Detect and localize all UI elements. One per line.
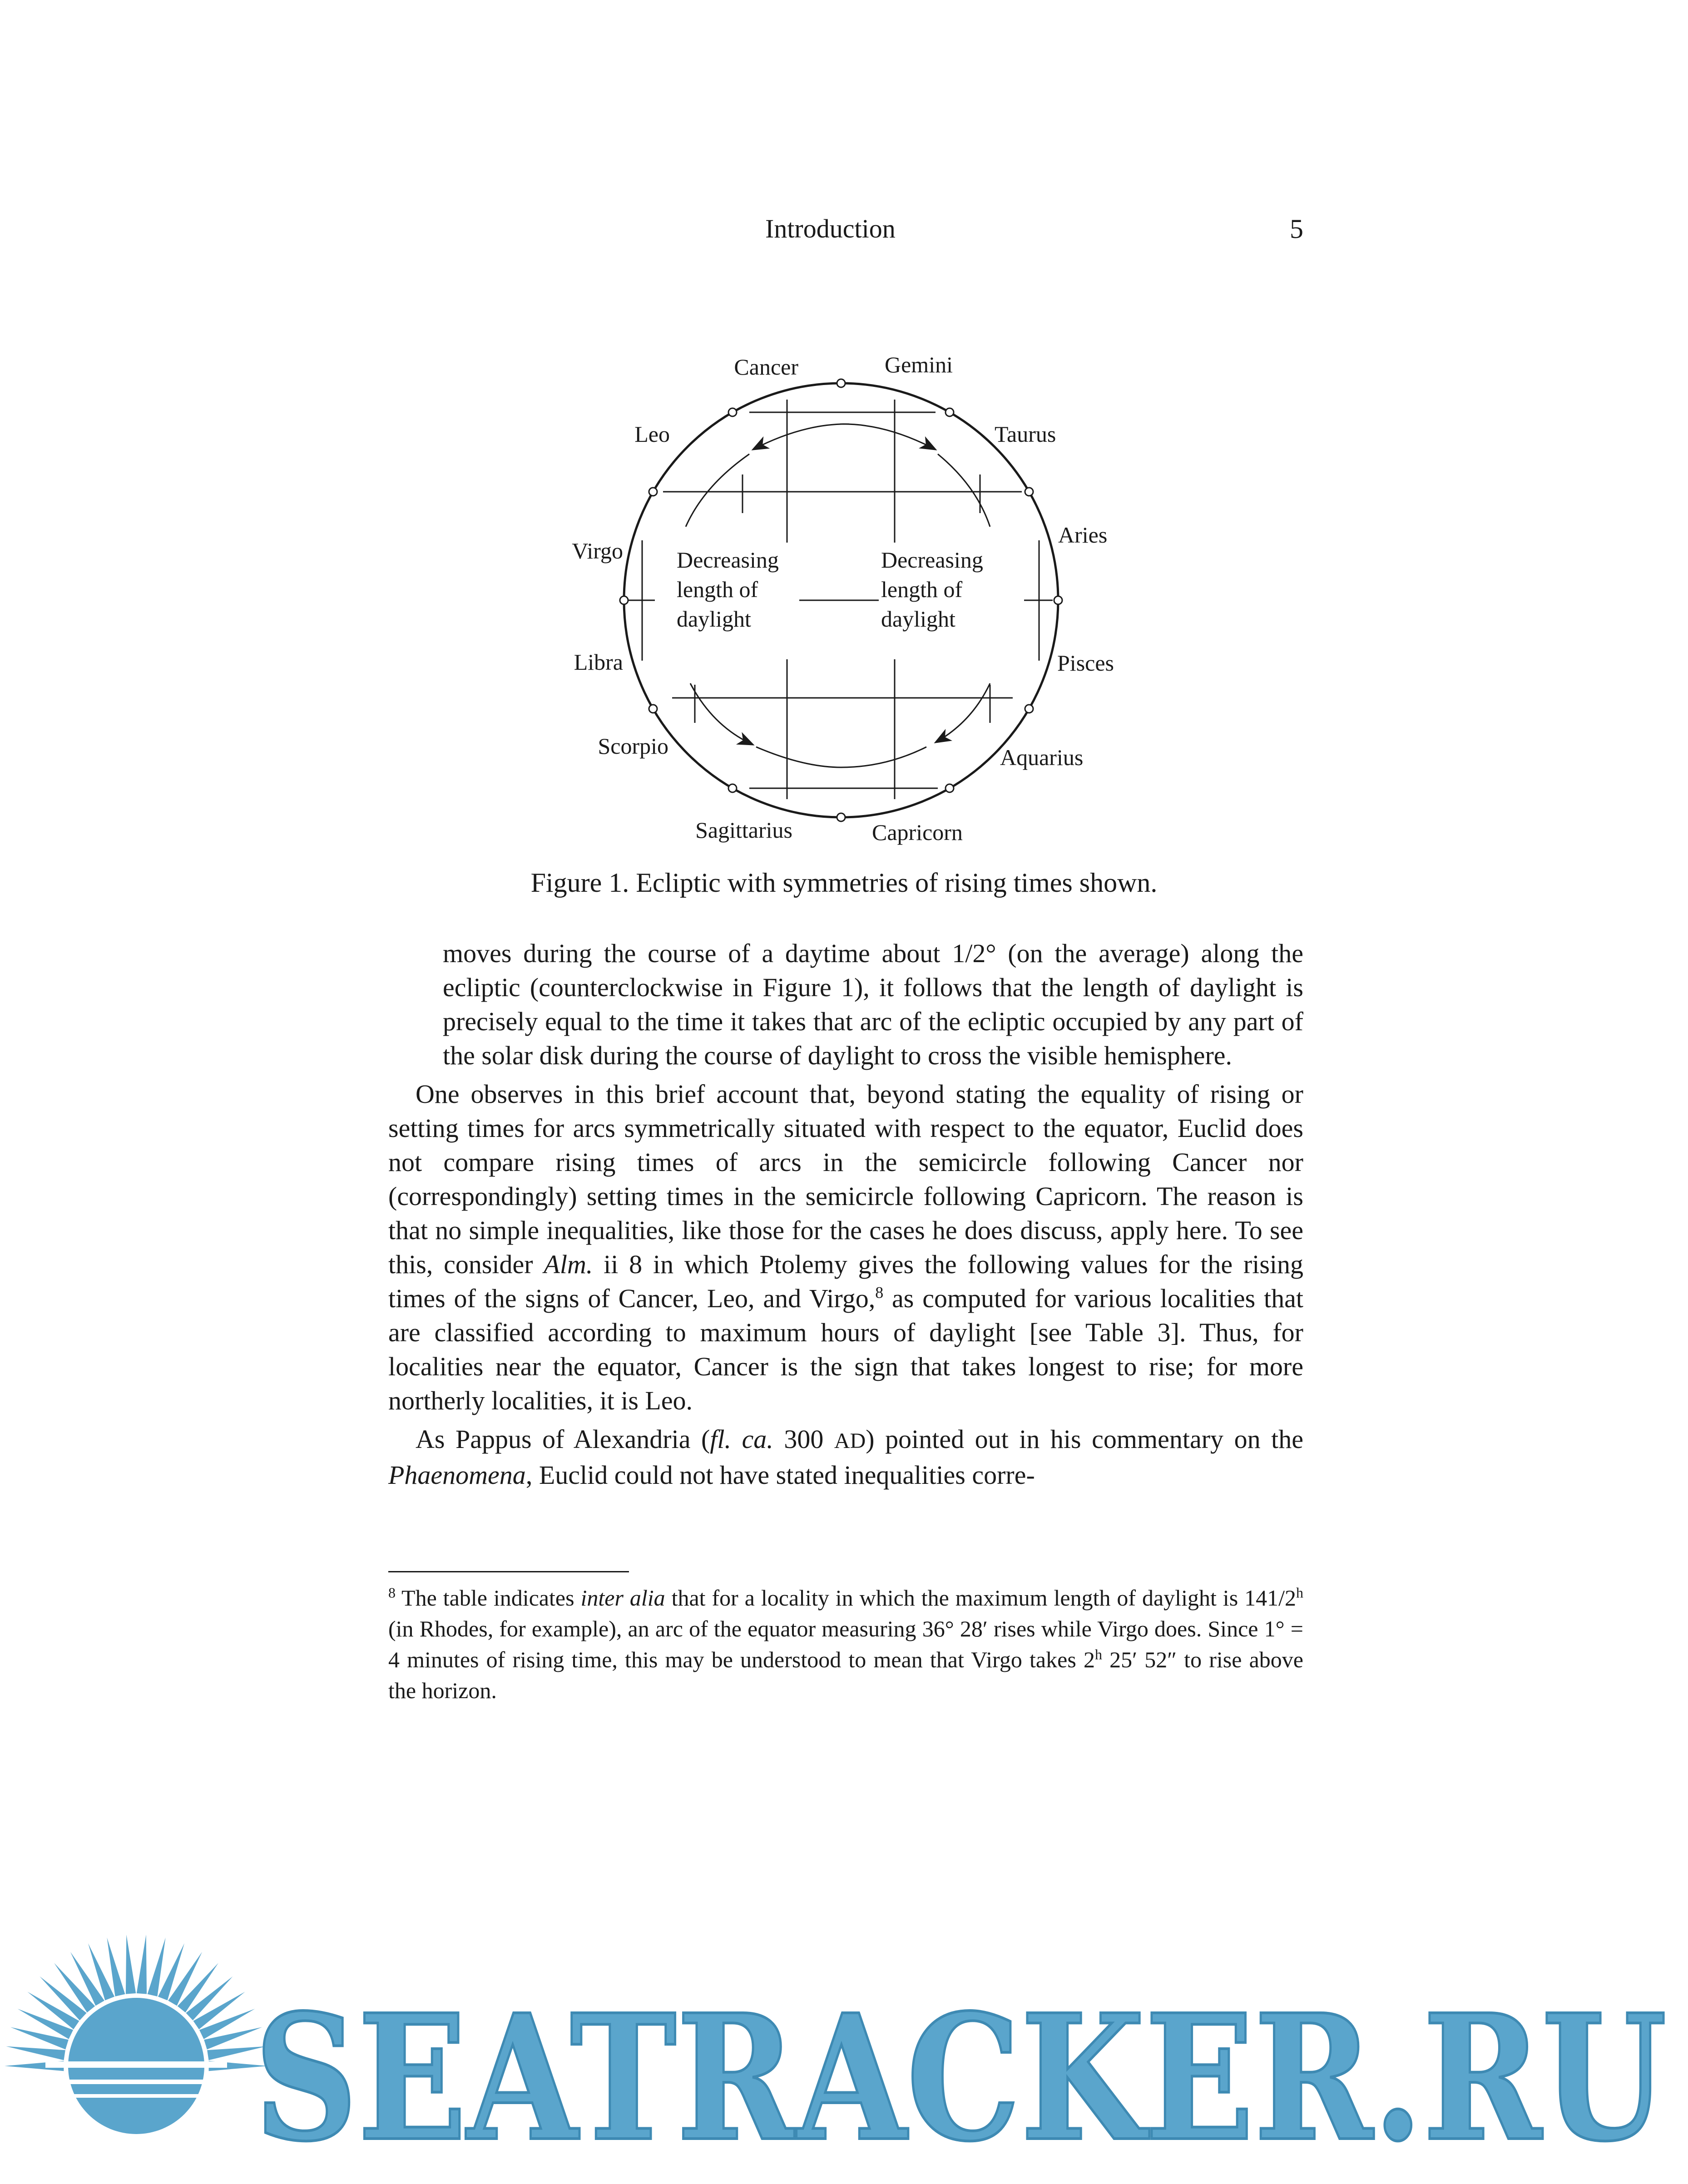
phaenomena-title: Phaenomena <box>388 1460 526 1490</box>
paragraph-2 <box>388 1077 1303 1418</box>
label-cancer: Cancer <box>734 354 798 380</box>
footnote-rule <box>388 1571 629 1572</box>
paragraph-2-part-c: as computed for various localities that are classified according to maximum hours of daylight [see Table 3]. Thus, for localities near the equator, Cancer is the sign that takes longest to rise; for more northerly localities, it is Leo. <box>388 1284 1303 1415</box>
label-taurus: Taurus <box>995 421 1056 447</box>
footnote-text <box>388 1582 1303 1706</box>
running-head <box>0 213 1688 254</box>
label-scorpio: Scorpio <box>598 733 668 759</box>
half-fraction: 1/2 <box>1267 1585 1296 1611</box>
paragraph-3-part-a: As Pappus of Alexandria ( <box>416 1424 710 1454</box>
figure-ecliptic <box>522 336 1158 872</box>
footnote-8 <box>388 1582 1303 1706</box>
sun-icon <box>5 1935 268 2134</box>
left-label-line-2: length of <box>677 577 758 602</box>
label-aries: Aries <box>1058 522 1108 548</box>
footnote-part-b: that for a locality in which the maximum length of daylight is 14 <box>665 1585 1267 1611</box>
label-leo: Leo <box>634 421 670 447</box>
era-ad: AD <box>834 1429 866 1453</box>
inter-alia: inter alia <box>580 1585 665 1611</box>
paragraph-3-part-c: ) pointed out in his commentary on the <box>866 1424 1303 1454</box>
sun-ray <box>137 1935 147 1994</box>
left-label-line-3: daylight <box>677 606 751 632</box>
footnote-mark: 8 <box>388 1584 396 1601</box>
footnote-part-c: (in Rhodes, for example), an arc of the equator measuring 36° 28′ rises while Virgo does. Since 1° = 4 minutes of rising time, this may be understood to mean that Virgo takes 2 <box>388 1616 1303 1672</box>
paragraph-3-part-d: , Euclid could not have stated inequalities corre- <box>525 1460 1035 1490</box>
sun-ray <box>6 2046 65 2060</box>
floruit-abbrev: fl. ca. <box>710 1424 773 1454</box>
label-pisces: Pisces <box>1057 650 1114 676</box>
figure-caption: Figure 1. Ecliptic with symmetries of rising times shown. <box>530 868 1158 898</box>
label-sagittarius: Sagittarius <box>695 817 792 843</box>
sun-ray <box>126 1935 136 1994</box>
label-gemini: Gemini <box>885 352 953 377</box>
label-virgo: Virgo <box>572 538 623 563</box>
hours-mark-1: h <box>1296 1584 1303 1601</box>
alm-reference: Alm. <box>544 1250 593 1279</box>
right-label-line-1: Decreasing <box>881 547 983 573</box>
paragraph-3 <box>388 1422 1303 1492</box>
paragraph-2-part-a: One observes in this brief account that, beyond stating the equality of rising or setting times for arcs symmetrically situated with respect to the equator, Euclid does not compare rising times of arcs in the semicircle following Cancer nor (correspondingly) setting times in the semicircle following Capricorn. The reason is that no simple inequalities, like those for the cases he does discuss, apply here. To see this, consider <box>388 1079 1303 1279</box>
left-label-line-1: Decreasing <box>677 547 779 573</box>
footnote-part-d: 25′ 52″ to rise above the horizon. <box>388 1647 1303 1703</box>
watermark-graphic <box>0 1925 1688 2179</box>
watermark <box>0 1925 1688 2179</box>
hours-mark-2: h <box>1094 1646 1102 1663</box>
footnote-ref-8[interactable]: 8 <box>875 1283 884 1302</box>
label-capricorn: Capricorn <box>872 820 963 845</box>
ecliptic-diagram <box>522 336 1158 872</box>
paragraph-3-part-b: 300 <box>773 1424 834 1454</box>
label-libra: Libra <box>574 649 623 675</box>
body-text <box>388 936 1303 1497</box>
page-number: 5 <box>1290 214 1303 244</box>
running-head-title: Introduction <box>765 214 896 243</box>
label-aquarius: Aquarius <box>1000 745 1084 770</box>
right-label-line-3: daylight <box>881 606 955 632</box>
footnote-part-a: The table indicates <box>396 1585 581 1611</box>
right-label-line-2: length of <box>881 577 963 602</box>
paragraph-2-part-b: ii 8 in which Ptolemy gives the following values for the rising times of the signs of Cancer, Leo, and Virgo, <box>388 1250 1304 1313</box>
watermark-text: SEATRACKER.RU <box>254 1976 1667 2179</box>
quoted-passage: moves during the course of a daytime about 1/2° (on the average) along the ecliptic (counterclockwise in Figure 1), it follows that the length of daylight is precisely equal to the time it takes that arc of the ecliptic occupied by any part of the solar disk during the course of daylight to cross the visible hemisphere. <box>443 939 1303 1070</box>
